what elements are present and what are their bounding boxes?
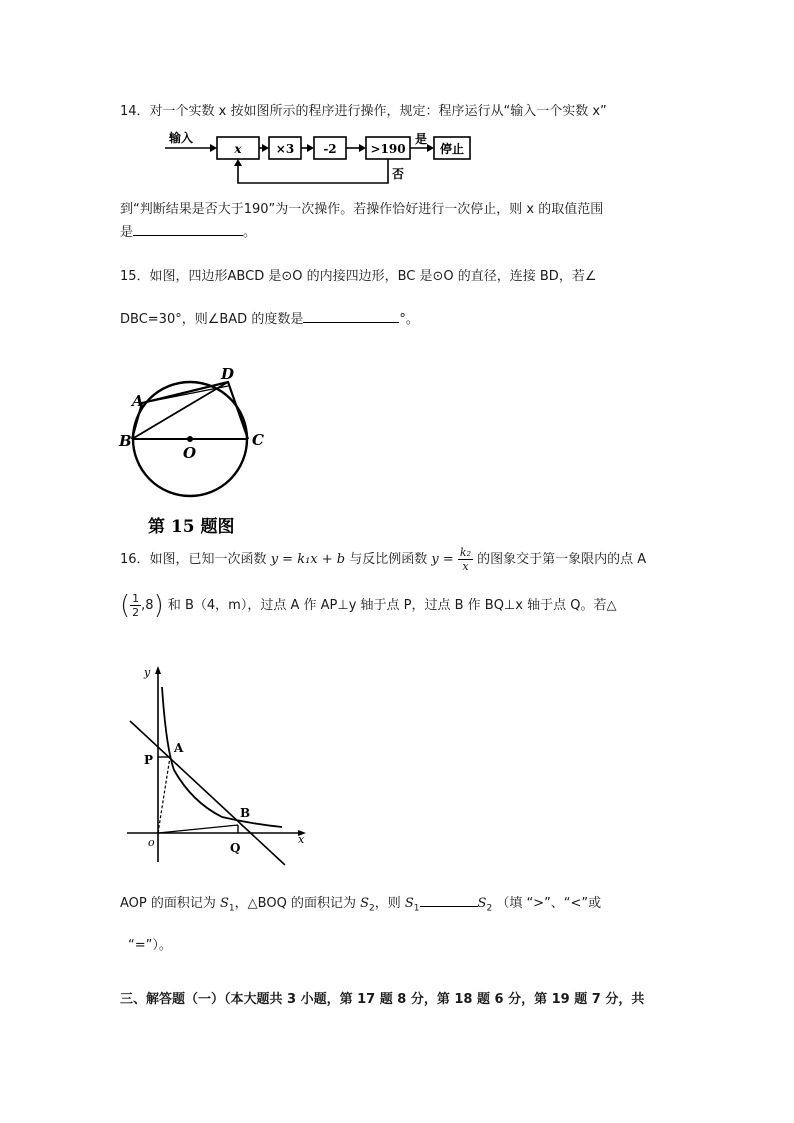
label-P: P (144, 753, 154, 767)
label-o: o (148, 836, 155, 849)
section3-heading: 三、解答题（一）（本大题共 3 小题，第 17 题 8 分，第 18 题 6 分，第 19 题 7 分，共 (120, 992, 645, 1007)
flow-box-times3-label: ×3 (275, 142, 295, 156)
q16-graph-figure (122, 662, 307, 872)
label-D: D (221, 366, 235, 383)
label-B: B (240, 806, 251, 820)
figure-caption: 第 15 题图 (148, 517, 235, 537)
flow-no-label: 否 (392, 167, 405, 181)
label-A: A (174, 741, 184, 755)
q14-line3: 是 。 (120, 225, 257, 240)
label-y: y (144, 666, 151, 679)
q16-answer-blank (420, 894, 478, 907)
point-A-fraction: $\frac{1}{2}$ (132, 592, 140, 619)
q14-line1: 14．对一个实数 x 按如图所示的程序进行操作，规定：程序运行从“输入一个实数 x” (120, 104, 607, 119)
label-C: C (252, 431, 264, 449)
label-A: A (132, 392, 144, 410)
q15-line2: DBC=30°，则∠BAD 的度数是 °。 (120, 312, 419, 327)
flow-box-x-label: x (234, 142, 242, 156)
q14-line2: 到“判断结果是否大于190”为一次操作。若操作恰好进行一次停止，则 x 的取值范围 (120, 202, 604, 217)
label-x: x (298, 833, 305, 846)
q16-line3: AOP 的面积记为 $S_1$，△BOQ 的面积记为 $S_2$，则 $S_1$ $S_2$ （填 “>”、“<”或 (120, 896, 602, 914)
flow-box-gt190-label: >190 (370, 142, 406, 156)
label-B: B (119, 432, 132, 450)
q14-flowchart (165, 128, 475, 190)
q15-circle-figure (116, 366, 276, 538)
label-O: O (183, 444, 197, 462)
inverse-function-fraction: $\frac{\text{k₂}}{x}$ (459, 546, 471, 573)
linear-function-eq: y = k₁x + b (270, 552, 346, 567)
q15-answer-blank (303, 310, 399, 323)
flow-yes-label: 是 (415, 132, 428, 146)
q16-line2: ( $\frac{1}{2}$ ,8) 和 B（4，m），过点 A 作 AP⊥y 轴于点 P，过点 B 作 BQ⊥x 轴于点 Q。若△ (120, 590, 617, 621)
q16-line4: “=”）。 (128, 938, 172, 953)
q15-line1: 15．如图，四边形ABCD 是⊙O 的内接四边形，BC 是⊙O 的直径，连接 BD，若∠ (120, 269, 597, 284)
q14-answer-blank (133, 223, 243, 236)
flow-input-label: 输入 (169, 131, 194, 145)
q16-line1: 16．如图，已知一次函数 y = k₁x + b 与反比例函数 y = $\frac{\text{k₂}}{x}$ 的图象交于第一象限内的点 A (120, 546, 647, 573)
flow-box-minus2-label: -2 (323, 142, 337, 156)
label-Q: Q (230, 841, 241, 855)
flow-box-stop-label: 停止 (439, 142, 465, 156)
